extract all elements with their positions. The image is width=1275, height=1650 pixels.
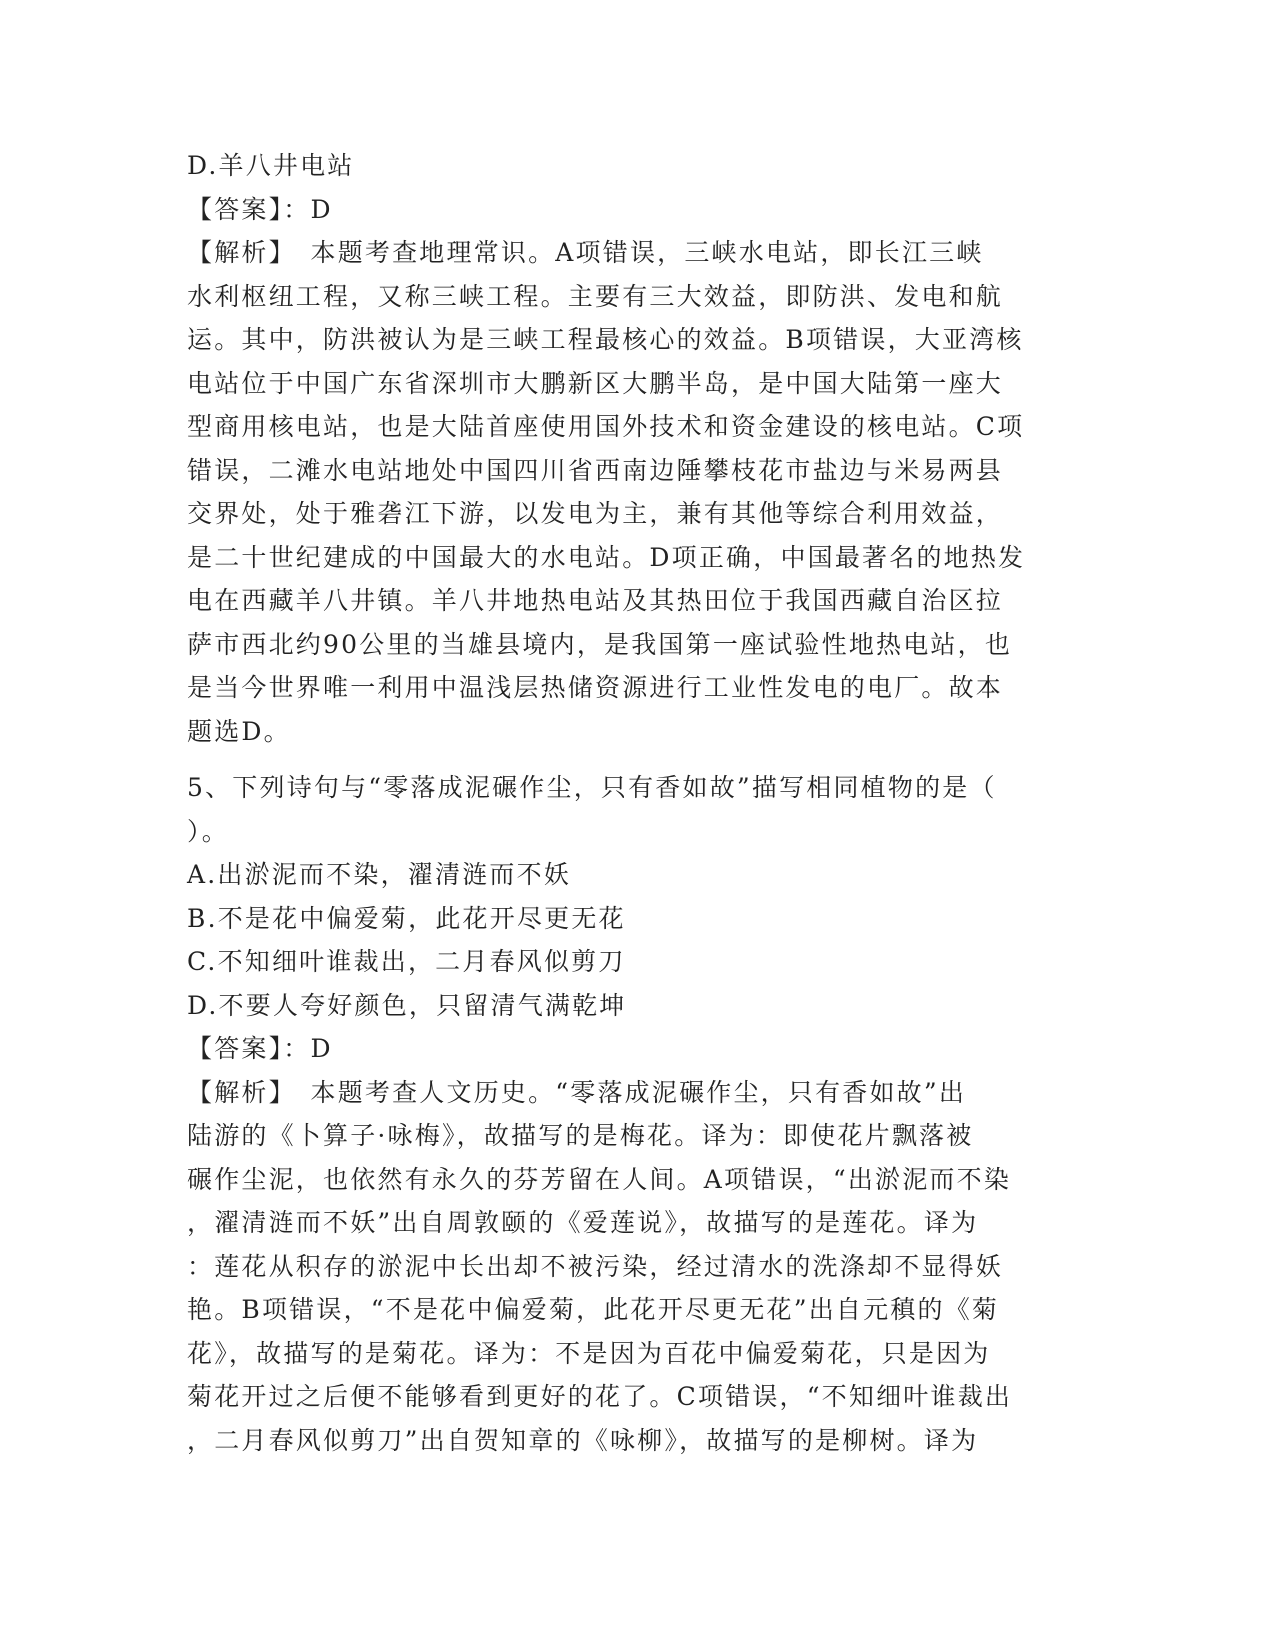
- q4-analysis-line: 运。其中，防洪被认为是三峡工程最核心的效益。B项错误，大亚湾核: [187, 325, 1024, 354]
- q5-analysis-line: ：莲花从积存的淤泥中长出却不被污染，经过清水的洗涤却不显得妖: [187, 1251, 1004, 1281]
- q4-analysis: [187, 231, 1087, 753]
- q4-analysis-line: 电站位于中国广东省深圳市大鹏新区大鹏半岛，是中国大陆第一座大: [187, 368, 1004, 398]
- q4-analysis-line: 交界处，处于雅砻江下游，以发电为主，兼有其他等综合利用效益，: [187, 499, 1004, 528]
- q5-analysis-line: 碾作尘泥，也依然有永久的芬芳留在人间。A项错误，“出淤泥而不染: [187, 1164, 1012, 1194]
- q5-question: [187, 766, 1087, 853]
- q4-analysis-line: 是当今世界唯一利用中温浅层热储资源进行工业性发电的电厂。故本: [187, 673, 1004, 702]
- document-page: [187, 144, 1087, 1462]
- q4-analysis-line: 水利枢纽工程，又称三峡工程。主要有三大效益，即防洪、发电和航: [187, 281, 1004, 311]
- q5-analysis-line: ，濯清涟而不妖”出自周敦颐的《爱莲说》，故描写的是莲花。译为: [187, 1208, 979, 1237]
- q4-option-d: D.羊八井电站: [187, 151, 355, 180]
- q4-analysis-line: 错误，二滩水电站地处中国四川省西南边陲攀枝花市盐边与米易两县: [187, 455, 1004, 485]
- q5-analysis-line: ，二月春风似剪刀”出自贺知章的《咏柳》，故描写的是柳树。译为: [187, 1425, 979, 1455]
- q4-analysis-line: 是二十世纪建成的中国最大的水电站。D项正确，中国最著名的地热发: [187, 542, 1026, 572]
- q4-analysis-line: 题选D。: [187, 716, 291, 746]
- q5-analysis-line: 艳。B项错误，“不是花中偏爱菊，此花开尽更无花”出自元稹的《菊: [187, 1295, 1000, 1324]
- q5-analysis-line: 菊花开过之后便不能够看到更好的花了。C项错误，“不知细叶谁裁出: [187, 1382, 1013, 1411]
- section-gap: [187, 753, 1087, 766]
- q4-analysis-line: 【解析】 本题考查地理常识。A项错误，三峡水电站，即长江三峡: [187, 238, 984, 267]
- q5-option-b: B.不是花中偏爱菊，此花开尽更无花: [187, 903, 626, 933]
- q4-answer: 【答案】：D: [187, 194, 333, 224]
- q5-question-line: ）。: [187, 816, 229, 846]
- q5-option-c: C.不知细叶谁裁出，二月春风似剪刀: [187, 947, 626, 976]
- q5-answer: 【答案】：D: [187, 1034, 333, 1063]
- q4-analysis-line: 萨市西北约90公里的当雄县境内，是我国第一座试验性地热电站，也: [187, 629, 1013, 659]
- q5-analysis: [187, 1071, 1087, 1463]
- q5-analysis-line: 陆游的《卜算子·咏梅》，故描写的是梅花。译为：即使花片飘落被: [187, 1121, 974, 1150]
- q5-options: [187, 853, 1087, 1027]
- q4-analysis-line: 型商用核电站，也是大陆首座使用国外技术和资金建设的核电站。C项: [187, 412, 1025, 441]
- q5-option-a: A.出淤泥而不染，濯清涟而不妖: [187, 860, 572, 889]
- q5-analysis-line: 花》，故描写的是菊花。译为：不是因为百花中偏爱菊花，只是因为: [187, 1338, 991, 1368]
- q5-option-d: D.不要人夸好颜色，只留清气满乾坤: [187, 990, 627, 1020]
- q5-question-line: 5、下列诗句与“零落成泥碾作尘，只有香如故”描写相同植物的是（: [187, 773, 997, 802]
- q4-analysis-line: 电在西藏羊八井镇。羊八井地热电站及其热田位于我国西藏自治区拉: [187, 586, 1004, 615]
- q5-analysis-line: 【解析】 本题考查人文历史。“零落成泥碾作尘，只有香如故”出: [187, 1077, 967, 1107]
